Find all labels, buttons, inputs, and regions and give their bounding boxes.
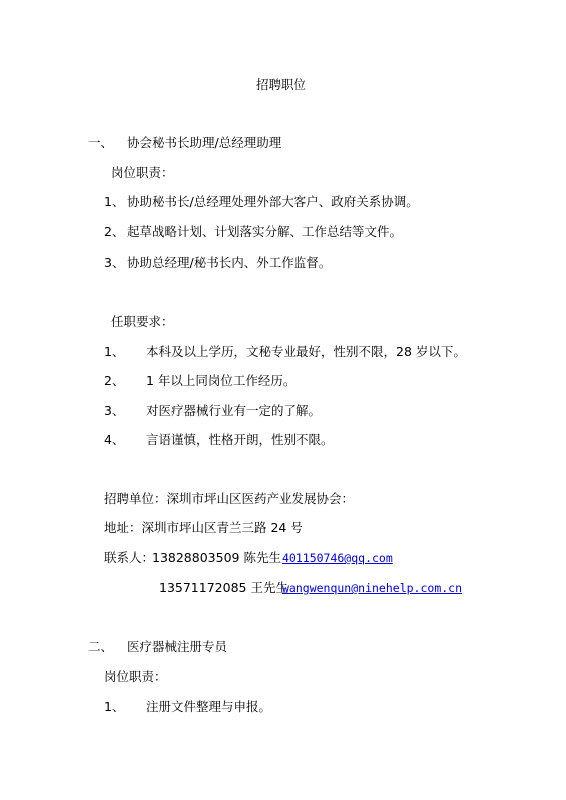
section-1-number: 一、 [88,135,114,150]
section-2-number: 二、 [88,639,114,654]
requirement-2-text: 1 年以上同岗位工作经历。 [146,373,296,388]
duties-label: 岗位职责： [111,165,174,180]
duty-1-text: 协助秘书长/总经理处理外部大客户、政府关系协调。 [127,194,419,209]
requirement-4-number: 4、 [104,432,125,447]
section-2-duty-1-text: 注册文件整理与申报。 [146,699,272,714]
duty-2-number: 2、 [104,224,125,239]
address-line: 地址：深圳市坪山区青兰三路 24 号 [104,520,303,535]
requirement-3-text: 对医疗器械行业有一定的了解。 [146,403,322,418]
section-1-heading: 协会秘书长助理/总经理助理 [127,135,282,150]
employer-line: 招聘单位：深圳市坪山区医药产业发展协会： [104,491,355,506]
duty-1-number: 1、 [104,194,125,209]
contact-2-email-link[interactable]: wangwenqun@ninehelp.com.cn [282,581,463,595]
requirement-2-number: 2、 [104,373,125,388]
contact-1-email-link[interactable]: 401150746@qq.com [282,551,393,565]
duty-3-number: 3、 [104,255,125,270]
section-2-heading: 医疗器械注册专员 [127,639,228,654]
duty-3-text: 协助总经理/秘书长内、外工作监督。 [127,255,332,270]
section-2-duties-label: 岗位职责： [104,669,167,684]
duty-2-text: 起草战略计划、计划落实分解、工作总结等文件。 [127,224,403,239]
section-2-duty-1-number: 1、 [104,699,125,714]
page-title: 招聘职位 [256,77,307,92]
requirements-label: 任职要求： [111,314,174,329]
contact-2-phone-name: 13571172085 王先生 [159,580,288,595]
requirement-1-number: 1、 [104,344,125,359]
requirement-1-text: 本科及以上学历，文秘专业最好，性别不限，28 岁以下。 [146,344,466,359]
contact-label: 联系人： [104,550,155,565]
requirement-3-number: 3、 [104,403,125,418]
requirement-4-text: 言语谨慎，性格开朗，性别不限。 [146,432,334,447]
contact-1-phone-name: 13828803509 陈先生 [152,550,281,565]
